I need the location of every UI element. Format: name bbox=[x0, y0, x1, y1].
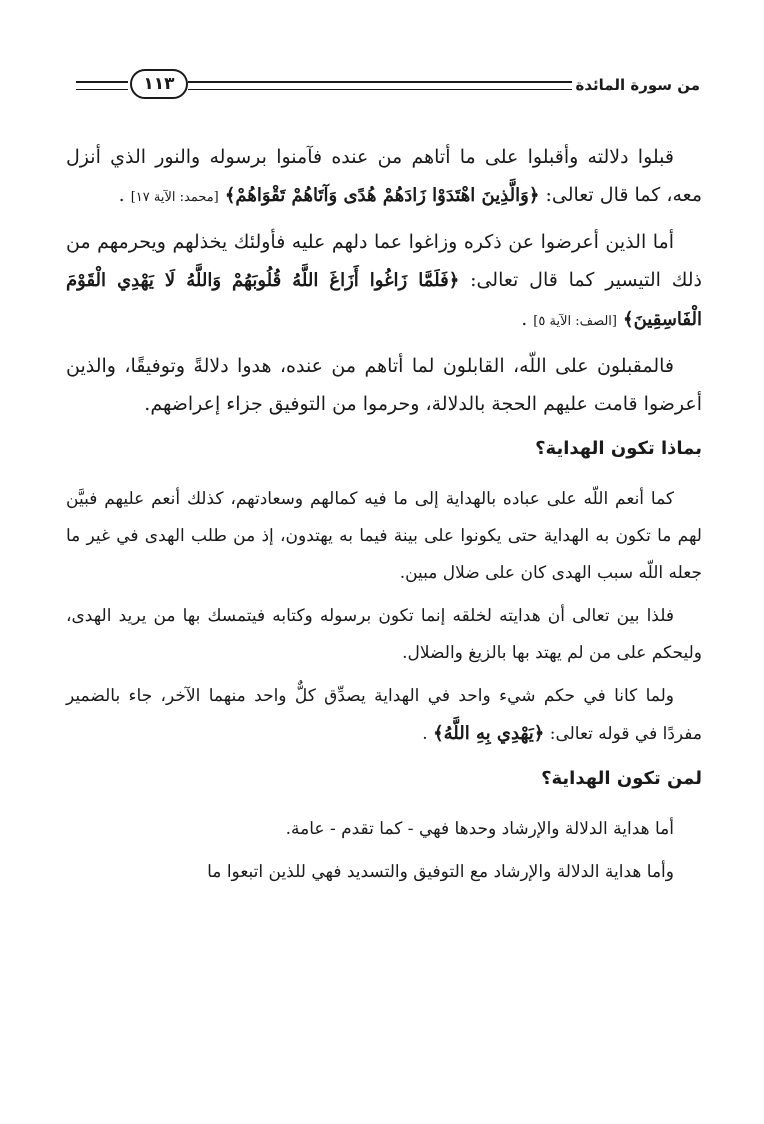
header-rule-end bbox=[76, 81, 128, 90]
paragraph-6-text: ولما كانا في حكم شيء واحد في الهداية يصدِّق كلٌّ واحد منهما الآخر، جاء بالضمير مفردًا في قوله تعالى: bbox=[66, 686, 702, 744]
paragraph-6-end: . bbox=[422, 724, 428, 744]
verse-reference-1: [محمد: الآية ١٧] bbox=[130, 190, 219, 205]
verse-reference-2: [الصف: الآية ٥] bbox=[533, 314, 617, 329]
paragraph-8 bbox=[66, 854, 702, 891]
header-rule bbox=[188, 81, 572, 90]
quran-verse-1: ﴿وَالَّذِينَ اهْتَدَوْا زَادَهُمْ هُدًى وَآتَاهُمْ تَقْوَاهُمْ﴾ bbox=[224, 185, 540, 206]
paragraph-4 bbox=[66, 481, 702, 592]
paragraph-7 bbox=[66, 811, 702, 848]
page-number-frame bbox=[130, 69, 188, 99]
paragraph-2-text: أما الذين أعرضوا عن ذكره وزاغوا عما دلهم عليه فأولئك يخذلهم ويحرمهم من ذلك التيسير كما قال تعالى: bbox=[66, 231, 702, 291]
section-heading-1: بماذا تكون الهداية؟ bbox=[535, 438, 702, 459]
paragraph-5 bbox=[66, 598, 702, 672]
quran-verse-2: ﴿فَلَمَّا زَاغُوا أَزَاغَ اللَّهُ قُلُوبَهُمْ وَاللَّهُ لَا يَهْدِي الْقَوْمَ الْفَاسِقِينَ﴾ bbox=[66, 270, 702, 330]
page-header bbox=[76, 66, 700, 106]
paragraph-2-end: . bbox=[521, 308, 528, 330]
page-body bbox=[66, 138, 702, 897]
quran-verse-3: ﴿يَهْدِي بِهِ اللَّهُ﴾ bbox=[433, 723, 545, 744]
paragraph-6 bbox=[66, 678, 702, 753]
paragraph-4-text: كما أنعم اللّه على عباده بالهداية إلى ما فيه كمالهم وسعادتهم، كذلك أنعم عليهم فبيَّن لهم ما تكون به الهداية حتى يكونوا على بينة فيما به يهتدون، إذ من طلب الهدى في غير ما جعله اللّه سبب الهدى كان على ضلال مبين. bbox=[66, 489, 702, 583]
surah-title: من سورة المائدة bbox=[575, 76, 700, 94]
paragraph-3-text: فالمقبلون على اللّه، القابلون لما أتاهم من عنده، هدوا دلالةً وتوفيقًا، والذين أعرضوا قامت عليهم الحجة بالدلالة، وحرموا من التوفيق جزاء إعراضهم. bbox=[66, 355, 702, 415]
paragraph-1-end: . bbox=[118, 184, 125, 206]
section-heading-2: لمن تكون الهداية؟ bbox=[541, 768, 702, 789]
paragraph-1-text: قبلوا دلالته وأقبلوا على ما أتاهم من عنده فآمنوا برسوله والنور الذي أنزل معه، كما قال تعالى: bbox=[66, 146, 702, 206]
page-number: ١١٣ bbox=[143, 74, 175, 94]
paragraph-7-text: أما هداية الدلالة والإرشاد وحدها فهي - كما تقدم - عامة. bbox=[285, 819, 674, 839]
paragraph-8-text: وأما هداية الدلالة والإرشاد مع التوفيق والتسديد فهي للذين اتبعوا ما bbox=[207, 862, 674, 882]
paragraph-2 bbox=[66, 223, 702, 341]
paragraph-1 bbox=[66, 138, 702, 217]
paragraph-3 bbox=[66, 347, 702, 423]
paragraph-5-text: فلذا بين تعالى أن هدايته لخلقه إنما تكون برسوله وكتابه فيتمسك بها من يريد الهدى، وليحكم على من لم يهتد بها بالزيغ والضلال. bbox=[66, 606, 702, 663]
